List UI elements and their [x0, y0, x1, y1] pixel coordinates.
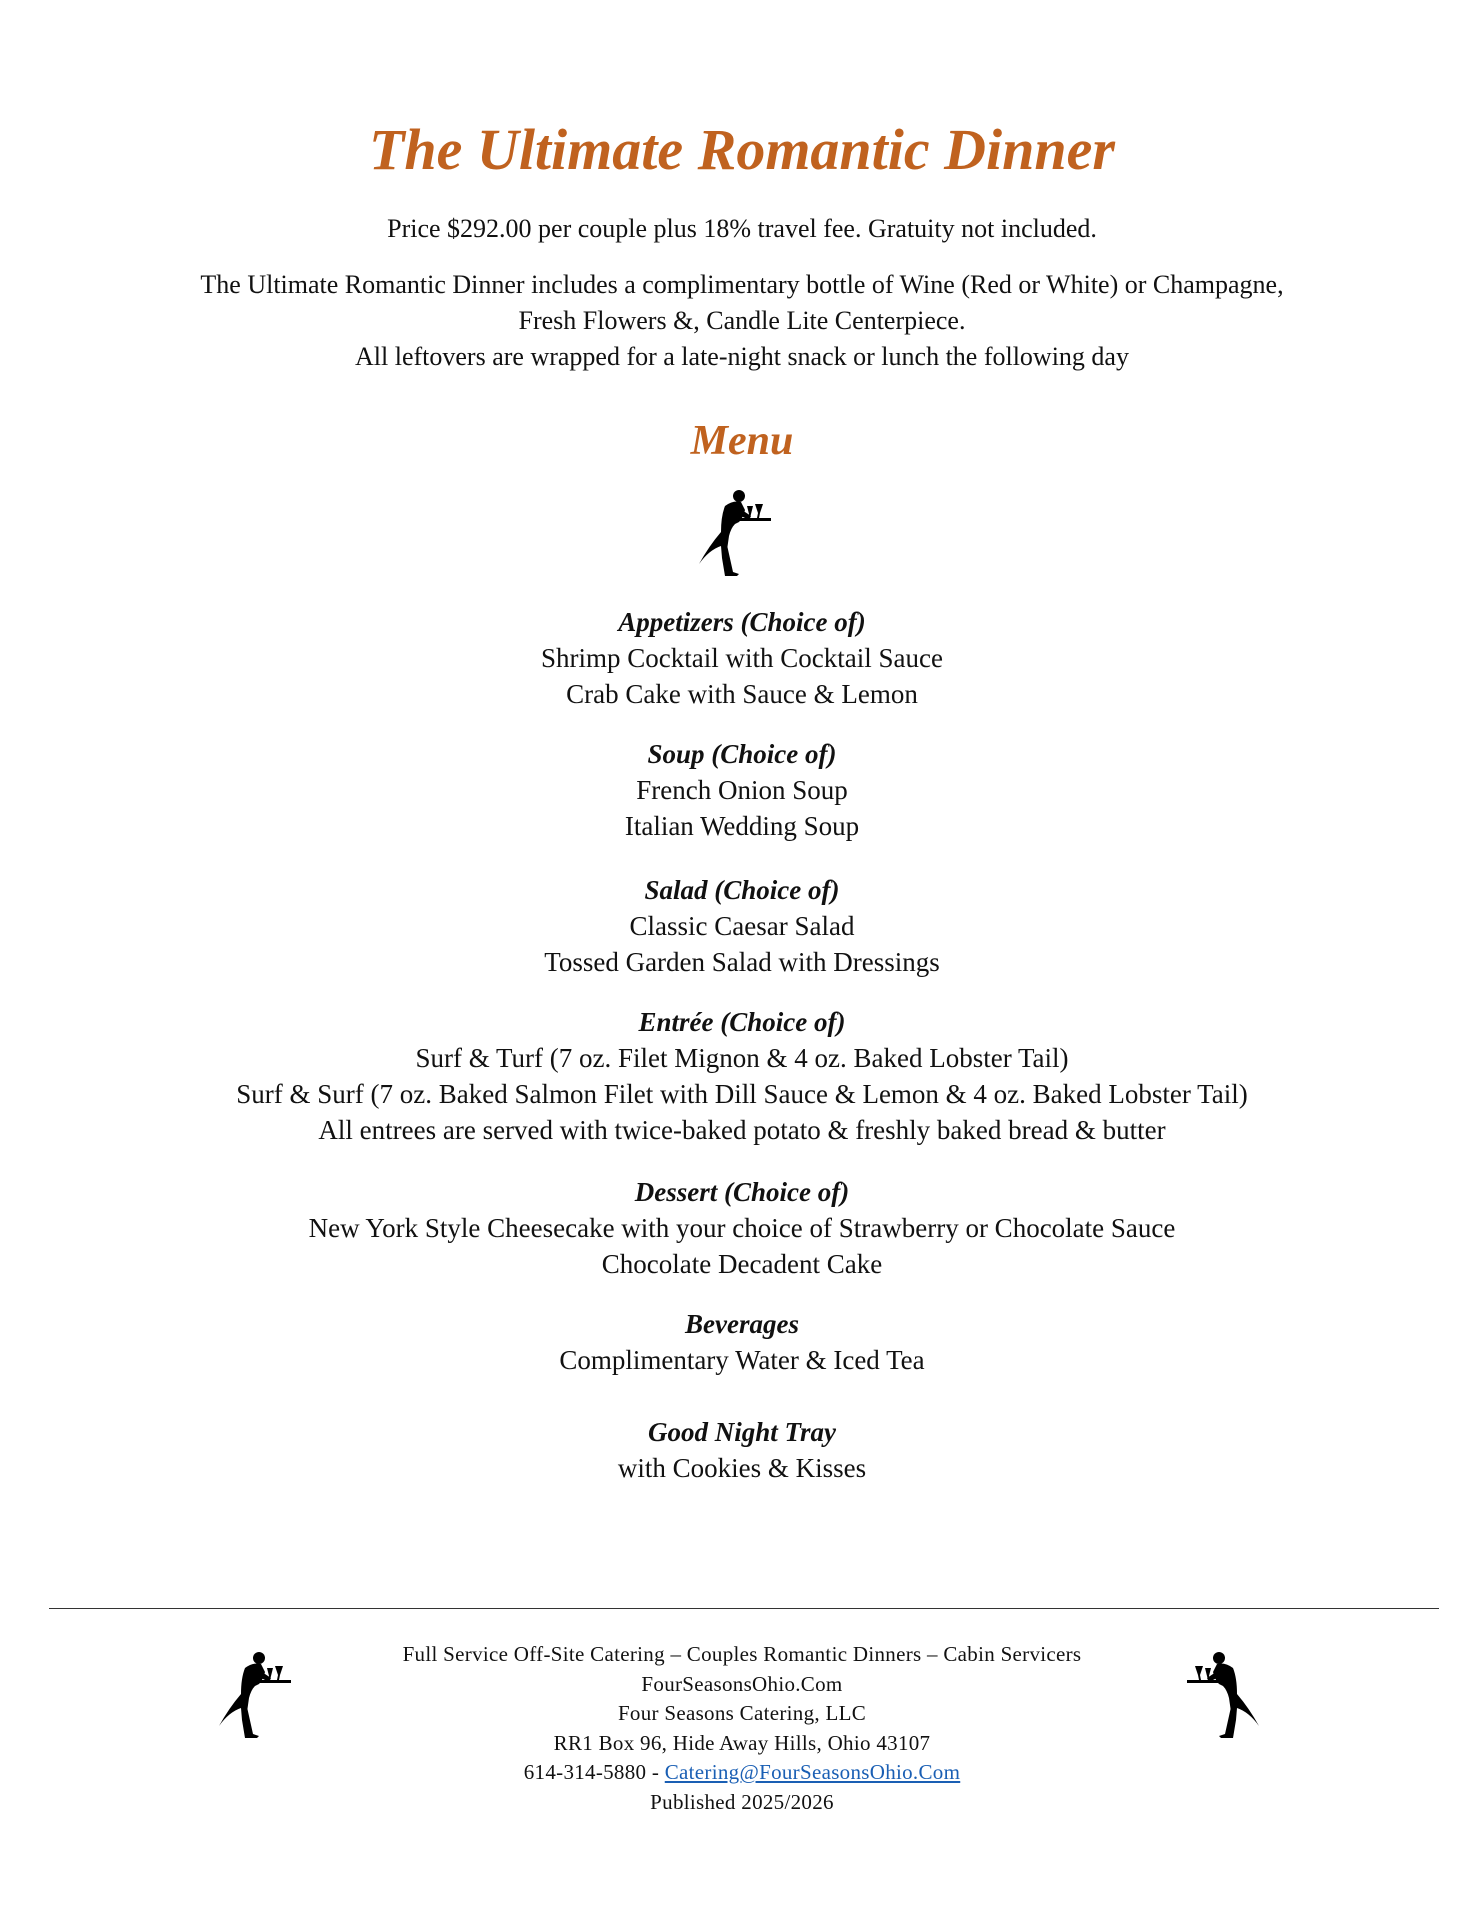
menu-item: Shrimp Cocktail with Cocktail Sauce: [541, 643, 943, 673]
section-heading: Beverages: [685, 1309, 799, 1339]
section-heading: Entrée (Choice of): [638, 1007, 846, 1037]
includes-line-1: The Ultimate Romantic Dinner includes a complimentary bottle of Wine (Red or White) or Champagne,: [200, 270, 1284, 299]
menu-title: Menu: [690, 418, 794, 464]
footer-divider: [49, 1608, 1439, 1609]
includes-line-2: Fresh Flowers &, Candle Lite Centerpiece.: [518, 306, 966, 335]
price-line: Price $292.00 per couple plus 18% travel fee. Gratuity not included.: [387, 214, 1097, 243]
waiter-icon: [692, 488, 778, 578]
includes-line-3: All leftovers are wrapped for a late-night snack or lunch the following day: [355, 342, 1129, 371]
menu-item: Crab Cake with Sauce & Lemon: [566, 679, 918, 709]
footer-email-link[interactable]: Catering@FourSeasonsOhio.Com: [664, 1760, 961, 1784]
menu-item: Surf & Turf (7 oz. Filet Mignon & 4 oz. Baked Lobster Tail): [415, 1043, 1069, 1073]
menu-section-good-night-tray: [0, 1414, 1484, 1486]
menu-section-salad: [0, 872, 1484, 980]
menu-item: All entrees are served with twice-baked potato & freshly baked bread & butter: [318, 1115, 1166, 1145]
menu-item: with Cookies & Kisses: [617, 1453, 867, 1483]
menu-item: Classic Caesar Salad: [629, 911, 855, 941]
menu-item: New York Style Cheesecake with your choice of Strawberry or Chocolate Sauce: [308, 1213, 1176, 1243]
menu-section-entree: [0, 1004, 1484, 1148]
menu-section-beverages: [0, 1306, 1484, 1378]
menu-item: French Onion Soup: [636, 775, 848, 805]
section-heading: Appetizers (Choice of): [618, 607, 866, 637]
footer-website: FourSeasonsOhio.Com: [641, 1671, 843, 1696]
footer-published: Published 2025/2026: [650, 1789, 834, 1814]
footer-services: Full Service Off-Site Catering – Couples Romantic Dinners – Cabin Servicers: [402, 1642, 1082, 1666]
menu-section-appetizers: [0, 604, 1484, 712]
menu-item: Chocolate Decadent Cake: [601, 1249, 883, 1279]
menu-item: Italian Wedding Soup: [624, 811, 860, 841]
menu-item: Complimentary Water & Iced Tea: [559, 1345, 925, 1375]
menu-section-dessert: [0, 1174, 1484, 1282]
section-heading: Good Night Tray: [648, 1417, 836, 1447]
page-title: The Ultimate Romantic Dinner: [369, 117, 1115, 182]
menu-item: Surf & Surf (7 oz. Baked Salmon Filet with Dill Sauce & Lemon & 4 oz. Baked Lobster Tail): [236, 1079, 1248, 1109]
footer-phone-separator: -: [646, 1760, 665, 1784]
footer-contact: [0, 1758, 1484, 1788]
footer: [0, 1640, 1484, 1817]
section-heading: Soup (Choice of): [647, 739, 837, 769]
menu-section-soup: [0, 736, 1484, 844]
footer-company: Four Seasons Catering, LLC: [617, 1701, 867, 1725]
footer-address: RR1 Box 96, Hide Away Hills, Ohio 43107: [553, 1730, 931, 1755]
section-heading: Salad (Choice of): [644, 875, 840, 905]
menu-item: Tossed Garden Salad with Dressings: [544, 947, 940, 977]
footer-phone: 614-314-5880: [523, 1760, 647, 1784]
section-heading: Dessert (Choice of): [634, 1177, 850, 1207]
